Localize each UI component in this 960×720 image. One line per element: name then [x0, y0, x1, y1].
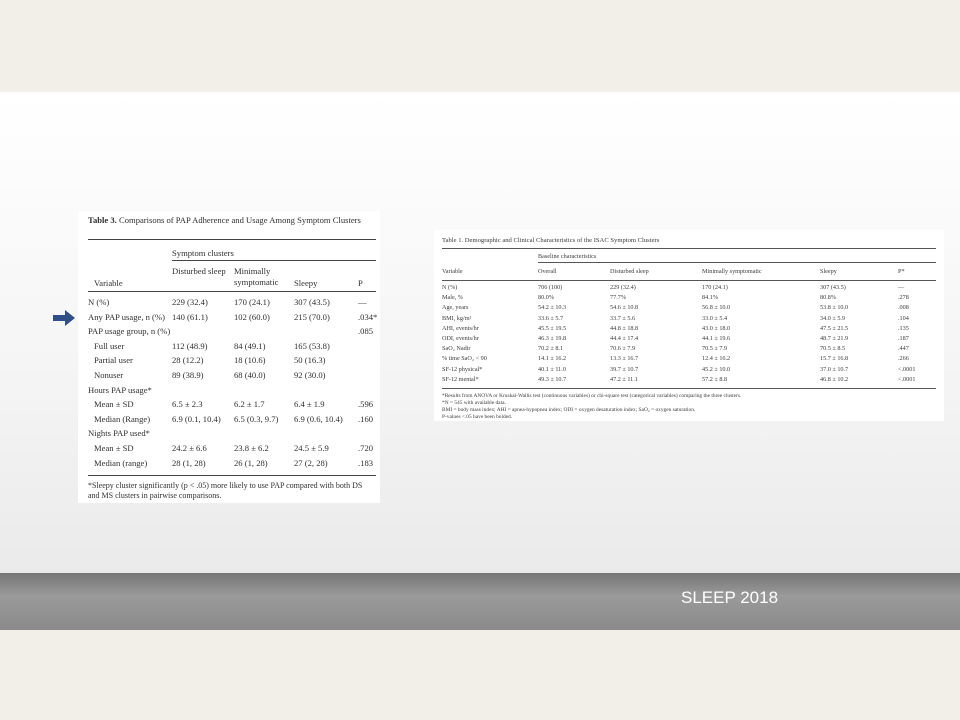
footer-label: SLEEP 2018: [681, 588, 779, 607]
cell-value: .183: [358, 457, 374, 468]
header-disturbed-sleep: Disturbed sleep: [610, 268, 649, 275]
row-label: SF-12 physical*: [442, 365, 483, 373]
cell-value: 53.8 ± 10.0: [820, 304, 849, 312]
table-row: [442, 315, 936, 323]
header-variable: Variable: [94, 278, 123, 288]
cell-value: 28 (1, 28): [172, 457, 206, 468]
cell-value: 80.8%: [820, 294, 836, 302]
cell-value: 44.8 ± 18.8: [610, 324, 639, 332]
cell-value: 54.6 ± 10.8: [610, 304, 639, 312]
cell-value: 46.8 ± 10.2: [820, 375, 849, 383]
cell-value: .104: [898, 314, 909, 322]
cell-value: .278: [898, 294, 909, 302]
cell-value: 92 (30.0): [294, 370, 326, 380]
group-header: Symptom clusters: [172, 248, 234, 258]
cell-value: .720: [358, 443, 374, 453]
table-3-title: Comparisons of PAP Adherence and Usage Among Symptom Clusters: [118, 215, 361, 225]
table-row: [88, 326, 378, 337]
cell-value: 48.7 ± 21.9: [820, 335, 849, 342]
cell-value: 50 (16.3): [294, 355, 326, 366]
header-row: [442, 268, 936, 276]
cell-value: 6.9 (0.1, 10.4): [172, 413, 221, 424]
header-variable: Variable: [442, 268, 463, 275]
table-row: [442, 345, 936, 353]
cell-value: 12.4 ± 16.2: [702, 355, 731, 363]
row-label: Mean ± SD: [94, 399, 134, 410]
group-rule: [538, 262, 936, 263]
cell-value: 57.2 ± 8.8: [702, 375, 728, 383]
row-label: Any PAP usage, n (%): [88, 311, 165, 322]
table-row: [88, 312, 378, 323]
footnote: *Results from ANOVA or Kruskal-Wallis test (continuous variables) or chi-square test (categorical variables) comparing the three clusters.: [442, 393, 742, 399]
cell-value: 54.2 ± 10.3: [538, 304, 567, 312]
table-3-label: Table 3.: [88, 215, 117, 225]
row-label: Mean ± SD: [94, 443, 134, 453]
cell-value: .135: [898, 324, 909, 332]
header-rule: [88, 291, 376, 292]
cell-value: 56.8 ± 10.0: [702, 304, 731, 312]
header-p: P: [358, 278, 363, 288]
cell-value: 27 (2, 28): [294, 457, 328, 468]
group-header: Baseline characteristics: [538, 253, 597, 260]
cell-value: 89 (38.9): [172, 370, 204, 380]
cell-value: 15.7 ± 16.8: [820, 355, 849, 363]
cell-value: .085: [358, 326, 374, 337]
row-label: N (%): [442, 284, 458, 291]
table-row: [442, 355, 936, 363]
table-row: [442, 304, 936, 312]
row-label: N (%): [88, 297, 110, 307]
table-row: [88, 414, 378, 425]
cell-value: 165 (53.8): [294, 340, 330, 351]
row-label: Median (range): [94, 457, 148, 468]
cell-value: 44.1 ± 19.6: [702, 335, 731, 342]
row-label: Full user: [94, 340, 125, 351]
cell-value: 140 (61.1): [172, 311, 208, 322]
cell-value: 18 (10.6): [234, 355, 266, 366]
cell-value: 47.2 ± 11.1: [610, 375, 638, 383]
cell-value: 26 (1, 28): [234, 457, 268, 468]
cell-value: .187: [898, 335, 909, 342]
cell-value: 45.2 ± 10.0: [702, 365, 731, 373]
top-rule: [442, 248, 936, 249]
row-label: % time SaO₂ < 90: [442, 355, 487, 363]
table-row: [88, 443, 378, 454]
cell-value: 70.5 ± 8.5: [820, 345, 846, 353]
table-3-pap-adherence: [78, 211, 380, 503]
header-sleepy: Sleepy: [294, 278, 318, 288]
cell-value: 77.7%: [610, 294, 626, 302]
cell-value: 39.7 ± 10.7: [610, 365, 639, 373]
cell-value: .266: [898, 355, 909, 363]
bottom-rule: [442, 388, 936, 389]
cell-value: 6.5 ± 2.3: [172, 399, 203, 410]
table-row: [88, 428, 378, 439]
cell-value: .447: [898, 345, 909, 353]
floor-band: [0, 573, 960, 630]
top-rule: [88, 239, 376, 240]
cell-value: 84 (49.1): [234, 340, 266, 351]
header-overall: Overall: [538, 268, 557, 275]
row-label: SaO₂ Nadir: [442, 345, 471, 353]
row-label: Partial user: [94, 355, 133, 366]
row-label: BMI, kg/m²: [442, 314, 472, 322]
row-label: Median (Range): [94, 413, 151, 424]
header-minimally-symptomatic: Minimally symptomatic: [702, 268, 762, 275]
cell-value: 33.0 ± 5.4: [702, 314, 728, 322]
row-label: SF-12 mental*: [442, 375, 479, 383]
table-1-footnotes: [442, 393, 936, 421]
header-disturbed-sleep: Disturbed sleep: [172, 266, 226, 276]
cell-value: 170 (24.1): [234, 297, 270, 307]
cell-value: 6.4 ± 1.9: [294, 399, 325, 410]
cell-value: 6.9 (0.6, 10.4): [294, 413, 343, 424]
cell-value: .596: [358, 399, 374, 410]
row-label: AHI, events/hr: [442, 324, 479, 332]
cell-value: 28 (12.2): [172, 355, 204, 366]
bottom-rule: [88, 475, 376, 476]
table-row: [442, 294, 936, 302]
cell-value: .160: [358, 413, 374, 424]
table-3-footnote: *Sleepy cluster significantly (p < .05) more likely to use PAP compared with both DS and MS clusters in pairwise comparisons.: [88, 481, 363, 500]
cell-value: 80.0%: [538, 294, 554, 302]
header-p: P*: [898, 268, 905, 275]
cell-value: 6.2 ± 1.7: [234, 399, 265, 410]
row-label: ODI, events/hr: [442, 335, 479, 342]
cell-value: 102 (60.0): [234, 311, 270, 322]
row-label: Nights PAP used*: [88, 428, 150, 439]
cell-value: 14.1 ± 16.2: [538, 355, 567, 363]
table-row: [88, 385, 378, 396]
cell-value: 307 (43.5): [294, 297, 330, 307]
cell-value: 112 (48.9): [172, 340, 208, 351]
footnote: *N = 545 with available data.: [442, 400, 506, 406]
table-row: [442, 284, 936, 292]
cell-value: .034*: [358, 311, 378, 322]
cell-value: 23.8 ± 6.2: [234, 443, 269, 453]
table-row: [442, 366, 936, 374]
table-row: [88, 355, 378, 366]
row-label: Hours PAP usage*: [88, 384, 152, 395]
header-sleepy: Sleepy: [820, 268, 837, 275]
cell-value: —: [358, 297, 367, 307]
table-row: [88, 458, 378, 469]
table-row: [88, 297, 378, 308]
cell-value: 40.1 ± 11.0: [538, 365, 566, 373]
cell-value: 43.0 ± 18.0: [702, 324, 731, 332]
table-3-caption: [88, 215, 378, 226]
cell-value: 6.5 (0.3, 9.7): [234, 413, 279, 424]
cell-value: 33.6 ± 5.7: [538, 314, 564, 322]
cell-value: 70.6 ± 7.9: [610, 345, 636, 353]
group-rule: [172, 260, 376, 261]
cell-value: 47.5 ± 21.5: [820, 324, 849, 332]
header-minimally-symptomatic: Minimally symptomatic: [234, 266, 279, 287]
table-row: [88, 399, 378, 410]
row-label: Male, %: [442, 294, 463, 302]
cell-value: 46.3 ± 19.8: [538, 335, 567, 342]
table-row: [442, 335, 936, 343]
cell-value: 215 (70.0): [294, 311, 330, 322]
footnote: BMI = body mass index; AHI = apnea-hypopnea index; ODI = oxygen desaturation index; SaO₂ = oxygen saturation.: [442, 407, 696, 413]
arrow-right-icon: [53, 310, 75, 326]
cell-value: 70.5 ± 7.9: [702, 345, 728, 353]
cell-value: <.0001: [898, 375, 916, 383]
footnote: P-values <.05 have been bolded.: [442, 414, 513, 420]
cell-value: 24.2 ± 6.6: [172, 443, 207, 453]
cell-value: 68 (40.0): [234, 370, 266, 380]
cell-value: <.0001: [898, 365, 916, 373]
cell-value: 45.5 ± 19.5: [538, 324, 567, 332]
table-row: [442, 376, 936, 384]
cell-value: 229 (32.4): [172, 297, 208, 307]
cell-value: 706 (100): [538, 284, 563, 291]
row-label: Nonuser: [94, 370, 124, 380]
cell-value: 70.2 ± 8.1: [538, 345, 564, 353]
table-1-demographics: [434, 230, 944, 421]
cell-value: 49.3 ± 10.7: [538, 375, 567, 383]
cell-value: .008: [898, 304, 909, 312]
header-rule: [442, 280, 936, 281]
table-row: [442, 325, 936, 333]
table-1-caption: Table 1. Demographic and Clinical Characteristics of the ISAC Symptom Clusters: [442, 237, 660, 244]
cell-value: —: [898, 284, 905, 291]
row-label: Age, years: [442, 304, 469, 312]
table-row: [88, 370, 378, 381]
cell-value: 170 (24.1): [702, 284, 728, 291]
cell-value: 33.7 ± 5.6: [610, 314, 636, 322]
row-label: PAP usage group, n (%): [88, 326, 171, 337]
cell-value: 24.5 ± 5.9: [294, 443, 329, 453]
cell-value: 34.0 ± 5.9: [820, 314, 846, 322]
cell-value: 84.1%: [702, 294, 718, 302]
cell-value: 13.3 ± 16.7: [610, 355, 639, 363]
cell-value: 44.4 ± 17.4: [610, 335, 639, 342]
table-row: [88, 341, 378, 352]
cell-value: 307 (43.5): [820, 284, 846, 291]
cell-value: 229 (32.4): [610, 284, 636, 291]
cell-value: 37.0 ± 10.7: [820, 365, 849, 373]
